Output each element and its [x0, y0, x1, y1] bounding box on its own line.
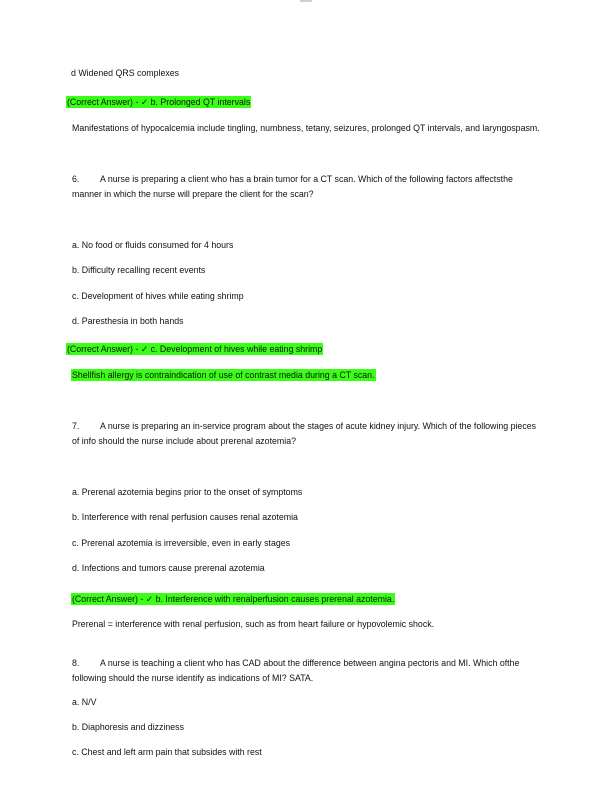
q7-rationale: Prerenal = interference with renal perfusion, such as from heart failure or hypovolemic shock.	[72, 619, 435, 629]
q7-answer-highlight	[71, 593, 395, 605]
q7-option-d: d. Infections and tumors cause prerenal azotemia	[72, 563, 265, 573]
q6-rationale	[71, 370, 376, 381]
q6-rationale-highlight: Shellfish allergy is contraindication of use of contrast media during a CT scan.	[72, 370, 375, 380]
q5-rationale: Manifestations of hypocalcemia include tingling, numbness, tetany, seizures, prolonged QT intervals, and laryngospasm.	[72, 123, 540, 133]
q8-option-b: b. Diaphoresis and dizziness	[72, 722, 184, 732]
check-icon: ✓	[140, 97, 149, 107]
answer-text: b. Interference with renalperfusion causes prerenal azotemia.	[155, 594, 395, 604]
q6-question	[72, 172, 542, 202]
q8-option-c: c. Chest and left arm pain that subsides with rest	[72, 747, 262, 757]
answer-prefix: (Correct Answer) -	[67, 97, 141, 107]
q6-question-text: A nurse is preparing a client who has a brain tumor for a CT scan. Which of the following factors affectsthe manner in which the nurse will prepare the client for the scan?	[72, 174, 513, 199]
q6-option-a: a. No food or fluids consumed for 4 hours	[72, 240, 234, 250]
q8-question-text: A nurse is teaching a client who has CAD about the difference between angina pectoris and MI. Which ofthe following should the nurse identify as indications of MI? SATA.	[72, 658, 520, 683]
q5-answer-highlight	[66, 96, 251, 108]
q7-question	[72, 419, 542, 449]
q7-question-text: A nurse is preparing an in-service program about the stages of acute kidney injury. Which of the following pieces of info should the nurse include about prerenal azotemia?	[72, 421, 537, 446]
q8-number: 8.	[72, 658, 80, 668]
q8-option-a: a. N/V	[72, 697, 97, 707]
check-icon: ✓	[145, 594, 154, 604]
q6-option-c: c. Development of hives while eating shrimp	[72, 291, 244, 301]
q6-answer-highlight	[66, 343, 323, 355]
q7-option-b: b. Interference with renal perfusion causes renal azotemia	[72, 512, 298, 522]
check-icon: ✓	[140, 344, 149, 354]
answer-text: c. Development of hives while eating shrimp	[150, 344, 323, 354]
q7-option-a: a. Prerenal azotemia begins prior to the onset of symptoms	[72, 487, 303, 497]
answer-prefix: (Correct Answer) -	[67, 344, 141, 354]
q5-option-d: d Widened QRS complexes	[71, 68, 180, 78]
q6-option-b: b. Difficulty recalling recent events	[72, 265, 206, 275]
page-top-mark	[300, 0, 312, 2]
answer-prefix: (Correct Answer) -	[72, 594, 146, 604]
q7-correct-answer	[71, 594, 395, 605]
q7-number: 7.	[72, 421, 80, 431]
q7-option-c: c. Prerenal azotemia is irreversible, even in early stages	[72, 538, 291, 548]
answer-text: b. Prolonged QT intervals	[150, 97, 251, 107]
q6-option-d: d. Paresthesia in both hands	[72, 316, 184, 326]
q8-question	[72, 656, 542, 686]
q6-number: 6.	[72, 174, 80, 184]
q6-correct-answer	[66, 344, 323, 355]
q5-correct-answer	[66, 97, 251, 108]
